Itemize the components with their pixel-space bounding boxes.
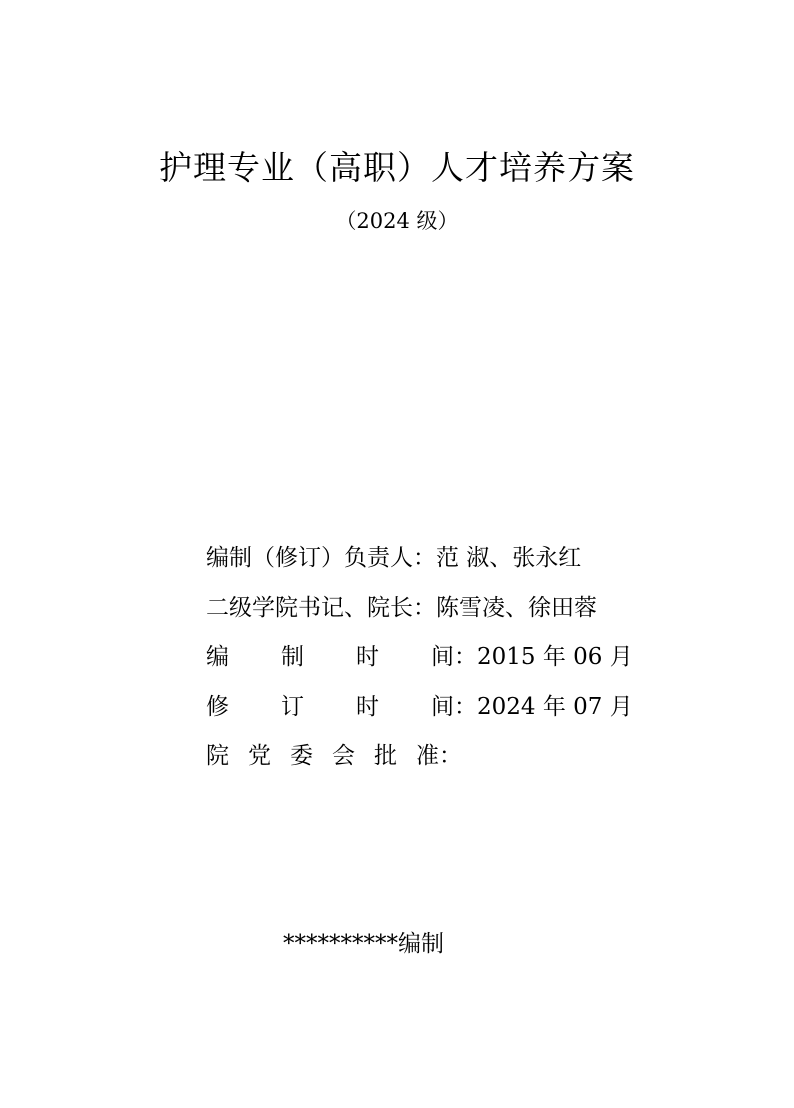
- label-char: 时: [356, 644, 379, 670]
- label-char: 会: [332, 743, 355, 769]
- colon: ：: [454, 644, 477, 670]
- revise-time-row: [206, 683, 633, 733]
- colon: ：: [439, 743, 462, 769]
- compile-time-row: [206, 633, 633, 683]
- info-block: [206, 534, 633, 782]
- label-char: 批: [374, 743, 397, 769]
- compile-time-label: [206, 633, 454, 683]
- label-char: 委: [290, 743, 313, 769]
- document-title: 护理专业（高职）人才培养方案: [159, 148, 635, 187]
- footer-compiled-by: **********编制: [283, 931, 444, 957]
- secretary-label: 二级学院书记、院长: [206, 594, 413, 621]
- document-subtitle: （2024 级）: [335, 209, 459, 233]
- label-char: 准: [416, 743, 439, 769]
- label-char: 制: [281, 644, 304, 670]
- responsible-label: 编制（修订）负责人: [206, 545, 413, 571]
- responsible-value: 范 淑、张永红: [436, 545, 582, 571]
- revise-time-value: 2024 年 07 月: [477, 693, 633, 720]
- secretary-value: 陈雪凌、徐田蓉: [436, 594, 597, 621]
- label-char: 间: [431, 644, 454, 670]
- label-char: 院: [206, 743, 229, 769]
- approval-label: [206, 732, 439, 782]
- label-char: 修: [206, 693, 229, 720]
- revise-time-label: [206, 683, 454, 733]
- label-char: 间: [431, 693, 454, 720]
- responsible-row: [206, 534, 633, 584]
- colon: ：: [454, 693, 477, 720]
- colon: ：: [413, 594, 436, 621]
- label-char: 时: [356, 693, 379, 720]
- label-char: 订: [281, 693, 304, 720]
- label-char: 编: [206, 644, 229, 670]
- label-char: 党: [248, 743, 271, 769]
- approval-row: [206, 732, 633, 782]
- secretary-row: [206, 584, 633, 634]
- colon: ：: [413, 545, 436, 571]
- compile-time-value: 2015 年 06 月: [477, 644, 633, 670]
